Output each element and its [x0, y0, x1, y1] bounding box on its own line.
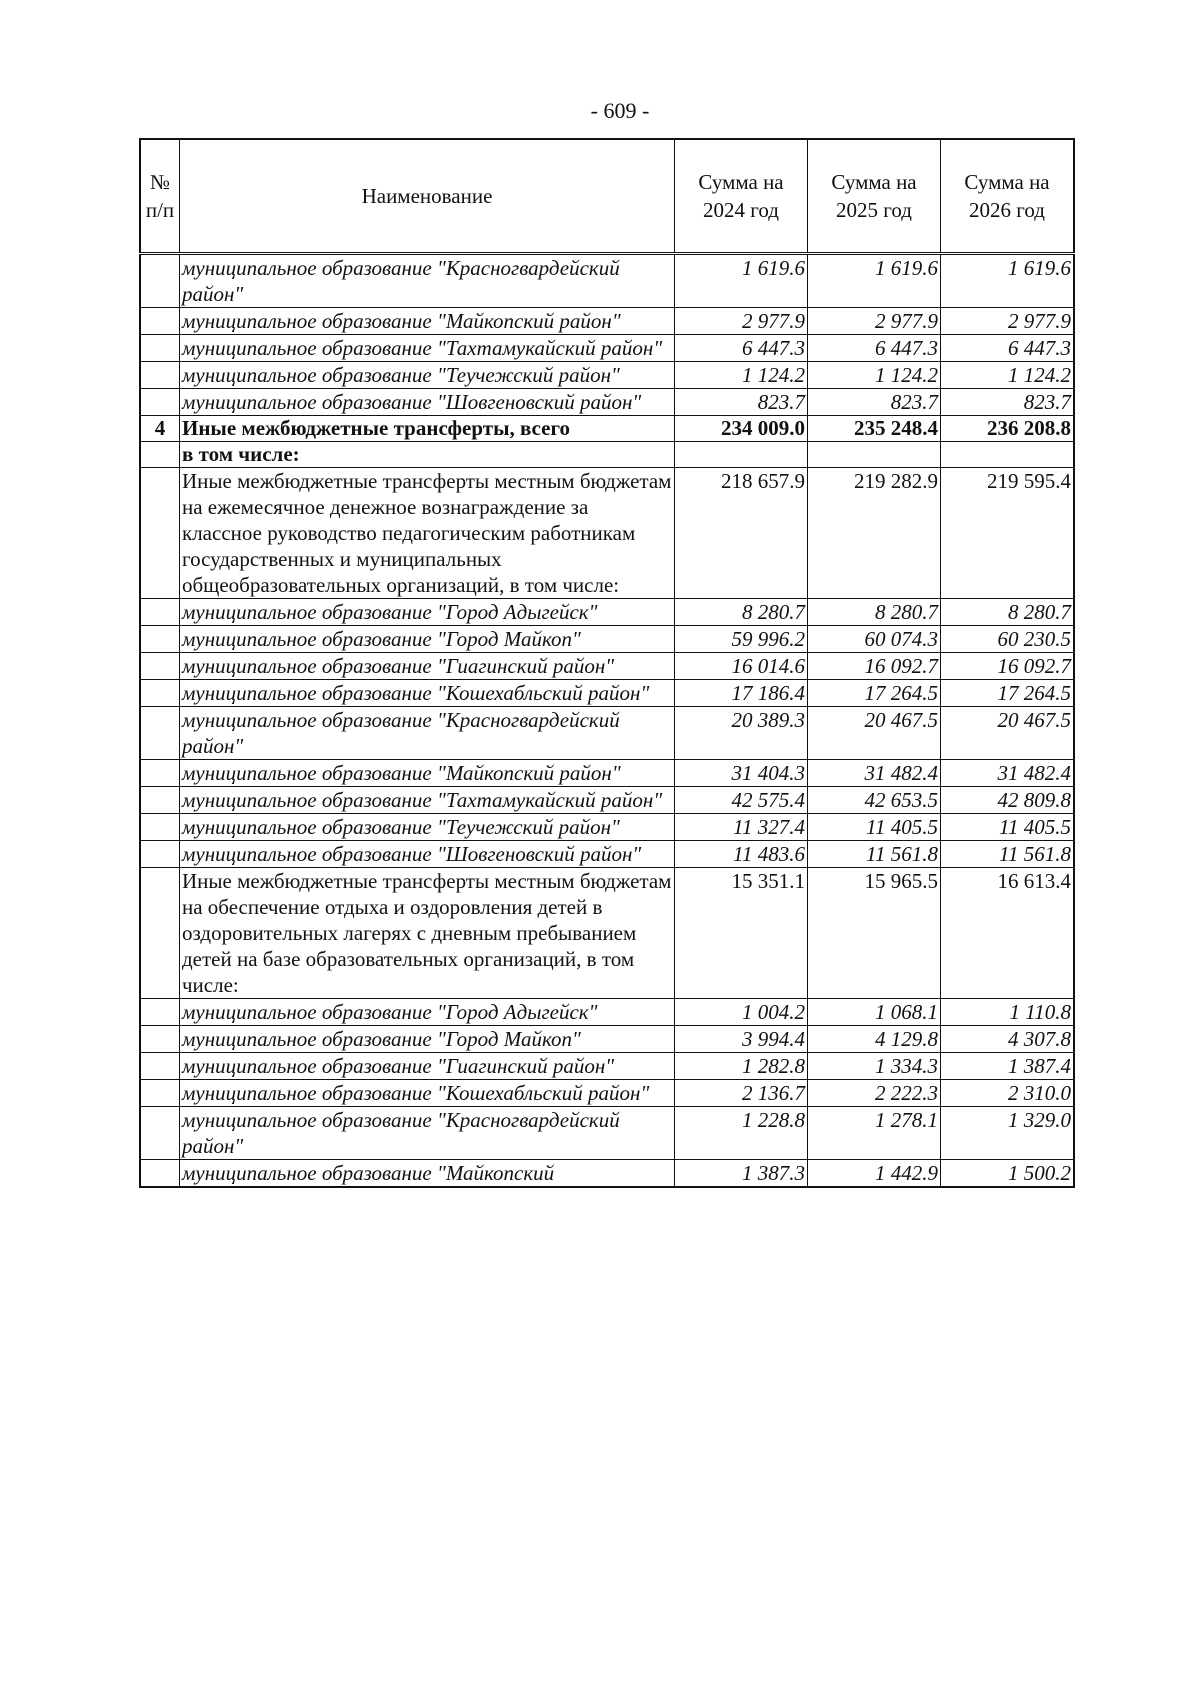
row-sum-2024-cell: 8 280.7 — [675, 599, 808, 626]
row-sum-2024-cell: 1 228.8 — [675, 1107, 808, 1160]
row-name-cell: муниципальное образование "Город Адыгейск" — [180, 599, 675, 626]
row-sum-2025-cell: 6 447.3 — [808, 335, 941, 362]
row-sum-2025-cell: 31 482.4 — [808, 760, 941, 787]
row-num-cell — [140, 999, 180, 1026]
row-num-cell — [140, 1053, 180, 1080]
row-sum-2026-cell: 16 613.4 — [941, 868, 1075, 999]
table-row — [140, 389, 1074, 416]
budget-table — [139, 138, 1075, 1188]
row-sum-2025-cell: 1 334.3 — [808, 1053, 941, 1080]
row-sum-2024-cell: 59 996.2 — [675, 626, 808, 653]
row-name-cell: в том числе: — [180, 442, 675, 468]
header-sum-2024: Сумма на 2024 год — [675, 139, 808, 254]
row-sum-2025-cell: 1 619.6 — [808, 254, 941, 308]
row-sum-2026-cell: 4 307.8 — [941, 1026, 1075, 1053]
row-sum-2026-cell: 1 110.8 — [941, 999, 1075, 1026]
table-row — [140, 707, 1074, 760]
table-row — [140, 1026, 1074, 1053]
table-header-row — [140, 139, 1074, 254]
table-row — [140, 787, 1074, 814]
row-sum-2026-cell: 2 310.0 — [941, 1080, 1075, 1107]
row-num-cell — [140, 1080, 180, 1107]
row-num-cell — [140, 841, 180, 868]
row-name-cell: муниципальное образование "Теучежский район" — [180, 814, 675, 841]
row-num-cell — [140, 760, 180, 787]
row-sum-2025-cell: 1 124.2 — [808, 362, 941, 389]
table-row — [140, 868, 1074, 999]
row-name-cell: муниципальное образование "Красногвардейский район" — [180, 1107, 675, 1160]
row-sum-2024-cell: 2 977.9 — [675, 308, 808, 335]
row-name-cell: Иные межбюджетные трансферты местным бюджетам на ежемесячное денежное вознаграждение за классное руководство педагогическим работникам государственных и муниципальных общеобразовательных организаций, в том числе: — [180, 468, 675, 599]
row-sum-2026-cell: 1 124.2 — [941, 362, 1075, 389]
row-sum-2024-cell: 17 186.4 — [675, 680, 808, 707]
row-num-cell — [140, 335, 180, 362]
table-row — [140, 442, 1074, 468]
row-sum-2025-cell: 17 264.5 — [808, 680, 941, 707]
row-num-cell — [140, 442, 180, 468]
row-sum-2025-cell: 4 129.8 — [808, 1026, 941, 1053]
row-sum-2026-cell: 2 977.9 — [941, 308, 1075, 335]
row-name-cell: муниципальное образование "Кошехабльский район" — [180, 1080, 675, 1107]
row-num-cell — [140, 308, 180, 335]
table-row — [140, 308, 1074, 335]
table-row — [140, 680, 1074, 707]
row-sum-2024-cell: 3 994.4 — [675, 1026, 808, 1053]
row-sum-2025-cell: 235 248.4 — [808, 416, 941, 442]
row-sum-2024-cell — [675, 442, 808, 468]
row-sum-2025-cell: 1 068.1 — [808, 999, 941, 1026]
row-sum-2025-cell: 11 405.5 — [808, 814, 941, 841]
row-sum-2026-cell: 42 809.8 — [941, 787, 1075, 814]
row-name-cell: муниципальное образование "Гиагинский район" — [180, 653, 675, 680]
row-num-cell — [140, 1107, 180, 1160]
row-name-cell: муниципальное образование "Красногвардейский район" — [180, 254, 675, 308]
table-row — [140, 599, 1074, 626]
row-sum-2025-cell — [808, 442, 941, 468]
row-name-cell: муниципальное образование "Тахтамукайский район" — [180, 335, 675, 362]
row-name-cell: муниципальное образование "Шовгеновский район" — [180, 389, 675, 416]
row-sum-2026-cell: 11 405.5 — [941, 814, 1075, 841]
row-sum-2024-cell: 16 014.6 — [675, 653, 808, 680]
row-name-cell: муниципальное образование "Город Майкоп" — [180, 1026, 675, 1053]
row-num-cell — [140, 626, 180, 653]
row-sum-2026-cell: 823.7 — [941, 389, 1075, 416]
row-name-cell: муниципальное образование "Тахтамукайский район" — [180, 787, 675, 814]
table-row — [140, 416, 1074, 442]
row-sum-2026-cell: 1 619.6 — [941, 254, 1075, 308]
row-num-cell — [140, 868, 180, 999]
row-sum-2025-cell: 219 282.9 — [808, 468, 941, 599]
row-sum-2024-cell: 11 483.6 — [675, 841, 808, 868]
row-num-cell — [140, 599, 180, 626]
row-sum-2025-cell: 42 653.5 — [808, 787, 941, 814]
header-name: Наименование — [180, 139, 675, 254]
header-sum-2025: Сумма на 2025 год — [808, 139, 941, 254]
table-row — [140, 1053, 1074, 1080]
table-body — [140, 254, 1074, 1188]
row-num-cell — [140, 814, 180, 841]
row-sum-2026-cell: 219 595.4 — [941, 468, 1075, 599]
row-num-cell — [140, 362, 180, 389]
row-sum-2024-cell: 1 619.6 — [675, 254, 808, 308]
row-num-cell — [140, 1026, 180, 1053]
row-sum-2026-cell: 6 447.3 — [941, 335, 1075, 362]
row-sum-2026-cell: 1 500.2 — [941, 1160, 1075, 1188]
row-sum-2024-cell: 218 657.9 — [675, 468, 808, 599]
row-sum-2025-cell: 1 278.1 — [808, 1107, 941, 1160]
table-row — [140, 653, 1074, 680]
row-num-cell — [140, 680, 180, 707]
row-num-cell — [140, 707, 180, 760]
row-sum-2024-cell: 6 447.3 — [675, 335, 808, 362]
row-sum-2024-cell: 1 124.2 — [675, 362, 808, 389]
table-row — [140, 760, 1074, 787]
table-row — [140, 1160, 1074, 1188]
row-name-cell: муниципальное образование "Шовгеновский район" — [180, 841, 675, 868]
table-row — [140, 999, 1074, 1026]
row-sum-2025-cell: 8 280.7 — [808, 599, 941, 626]
table-row — [140, 362, 1074, 389]
row-name-cell: Иные межбюджетные трансферты местным бюджетам на обеспечение отдыха и оздоровления детей в оздоровительных лагерях с дневным пребыванием детей на базе образовательных организаций, в том числе: — [180, 868, 675, 999]
row-sum-2024-cell: 31 404.3 — [675, 760, 808, 787]
table-row — [140, 841, 1074, 868]
row-sum-2026-cell: 1 387.4 — [941, 1053, 1075, 1080]
row-sum-2024-cell: 234 009.0 — [675, 416, 808, 442]
row-sum-2024-cell: 1 282.8 — [675, 1053, 808, 1080]
row-name-cell: муниципальное образование "Город Майкоп" — [180, 626, 675, 653]
row-sum-2025-cell: 16 092.7 — [808, 653, 941, 680]
row-num-cell — [140, 787, 180, 814]
row-name-cell: Иные межбюджетные трансферты, всего — [180, 416, 675, 442]
row-sum-2025-cell: 11 561.8 — [808, 841, 941, 868]
row-num-cell — [140, 468, 180, 599]
row-num-cell — [140, 389, 180, 416]
row-sum-2025-cell: 20 467.5 — [808, 707, 941, 760]
row-sum-2026-cell: 16 092.7 — [941, 653, 1075, 680]
header-num: № п/п — [140, 139, 180, 254]
table-row — [140, 1107, 1074, 1160]
row-num-cell — [140, 1160, 180, 1188]
row-sum-2026-cell: 17 264.5 — [941, 680, 1075, 707]
row-sum-2024-cell: 2 136.7 — [675, 1080, 808, 1107]
table-row — [140, 468, 1074, 599]
row-sum-2026-cell — [941, 442, 1075, 468]
row-sum-2026-cell: 8 280.7 — [941, 599, 1075, 626]
page-number: - 609 - — [590, 98, 650, 123]
table-row — [140, 814, 1074, 841]
row-sum-2025-cell: 60 074.3 — [808, 626, 941, 653]
row-num-cell — [140, 653, 180, 680]
row-sum-2025-cell: 823.7 — [808, 389, 941, 416]
row-name-cell: муниципальное образование "Город Адыгейск" — [180, 999, 675, 1026]
row-sum-2025-cell: 2 977.9 — [808, 308, 941, 335]
table-row — [140, 254, 1074, 308]
header-sum-2026: Сумма на 2026 год — [941, 139, 1075, 254]
row-name-cell: муниципальное образование "Майкопский район" — [180, 760, 675, 787]
row-sum-2026-cell: 20 467.5 — [941, 707, 1075, 760]
row-sum-2024-cell: 823.7 — [675, 389, 808, 416]
row-sum-2026-cell: 31 482.4 — [941, 760, 1075, 787]
table-row — [140, 626, 1074, 653]
table-row — [140, 335, 1074, 362]
row-sum-2024-cell: 1 387.3 — [675, 1160, 808, 1188]
row-sum-2026-cell: 11 561.8 — [941, 841, 1075, 868]
row-sum-2024-cell: 15 351.1 — [675, 868, 808, 999]
row-num-cell — [140, 254, 180, 308]
row-name-cell: муниципальное образование "Майкопский район" — [180, 308, 675, 335]
row-sum-2024-cell: 11 327.4 — [675, 814, 808, 841]
row-sum-2026-cell: 236 208.8 — [941, 416, 1075, 442]
row-sum-2025-cell: 2 222.3 — [808, 1080, 941, 1107]
row-name-cell: муниципальное образование "Майкопский — [180, 1160, 675, 1188]
row-sum-2026-cell: 60 230.5 — [941, 626, 1075, 653]
row-sum-2025-cell: 15 965.5 — [808, 868, 941, 999]
row-name-cell: муниципальное образование "Теучежский район" — [180, 362, 675, 389]
row-name-cell: муниципальное образование "Красногвардейский район" — [180, 707, 675, 760]
row-sum-2024-cell: 20 389.3 — [675, 707, 808, 760]
row-sum-2024-cell: 1 004.2 — [675, 999, 808, 1026]
row-sum-2026-cell: 1 329.0 — [941, 1107, 1075, 1160]
row-name-cell: муниципальное образование "Кошехабльский район" — [180, 680, 675, 707]
row-sum-2025-cell: 1 442.9 — [808, 1160, 941, 1188]
row-sum-2024-cell: 42 575.4 — [675, 787, 808, 814]
row-name-cell: муниципальное образование "Гиагинский район" — [180, 1053, 675, 1080]
row-num-cell: 4 — [140, 416, 180, 442]
table-row — [140, 1080, 1074, 1107]
